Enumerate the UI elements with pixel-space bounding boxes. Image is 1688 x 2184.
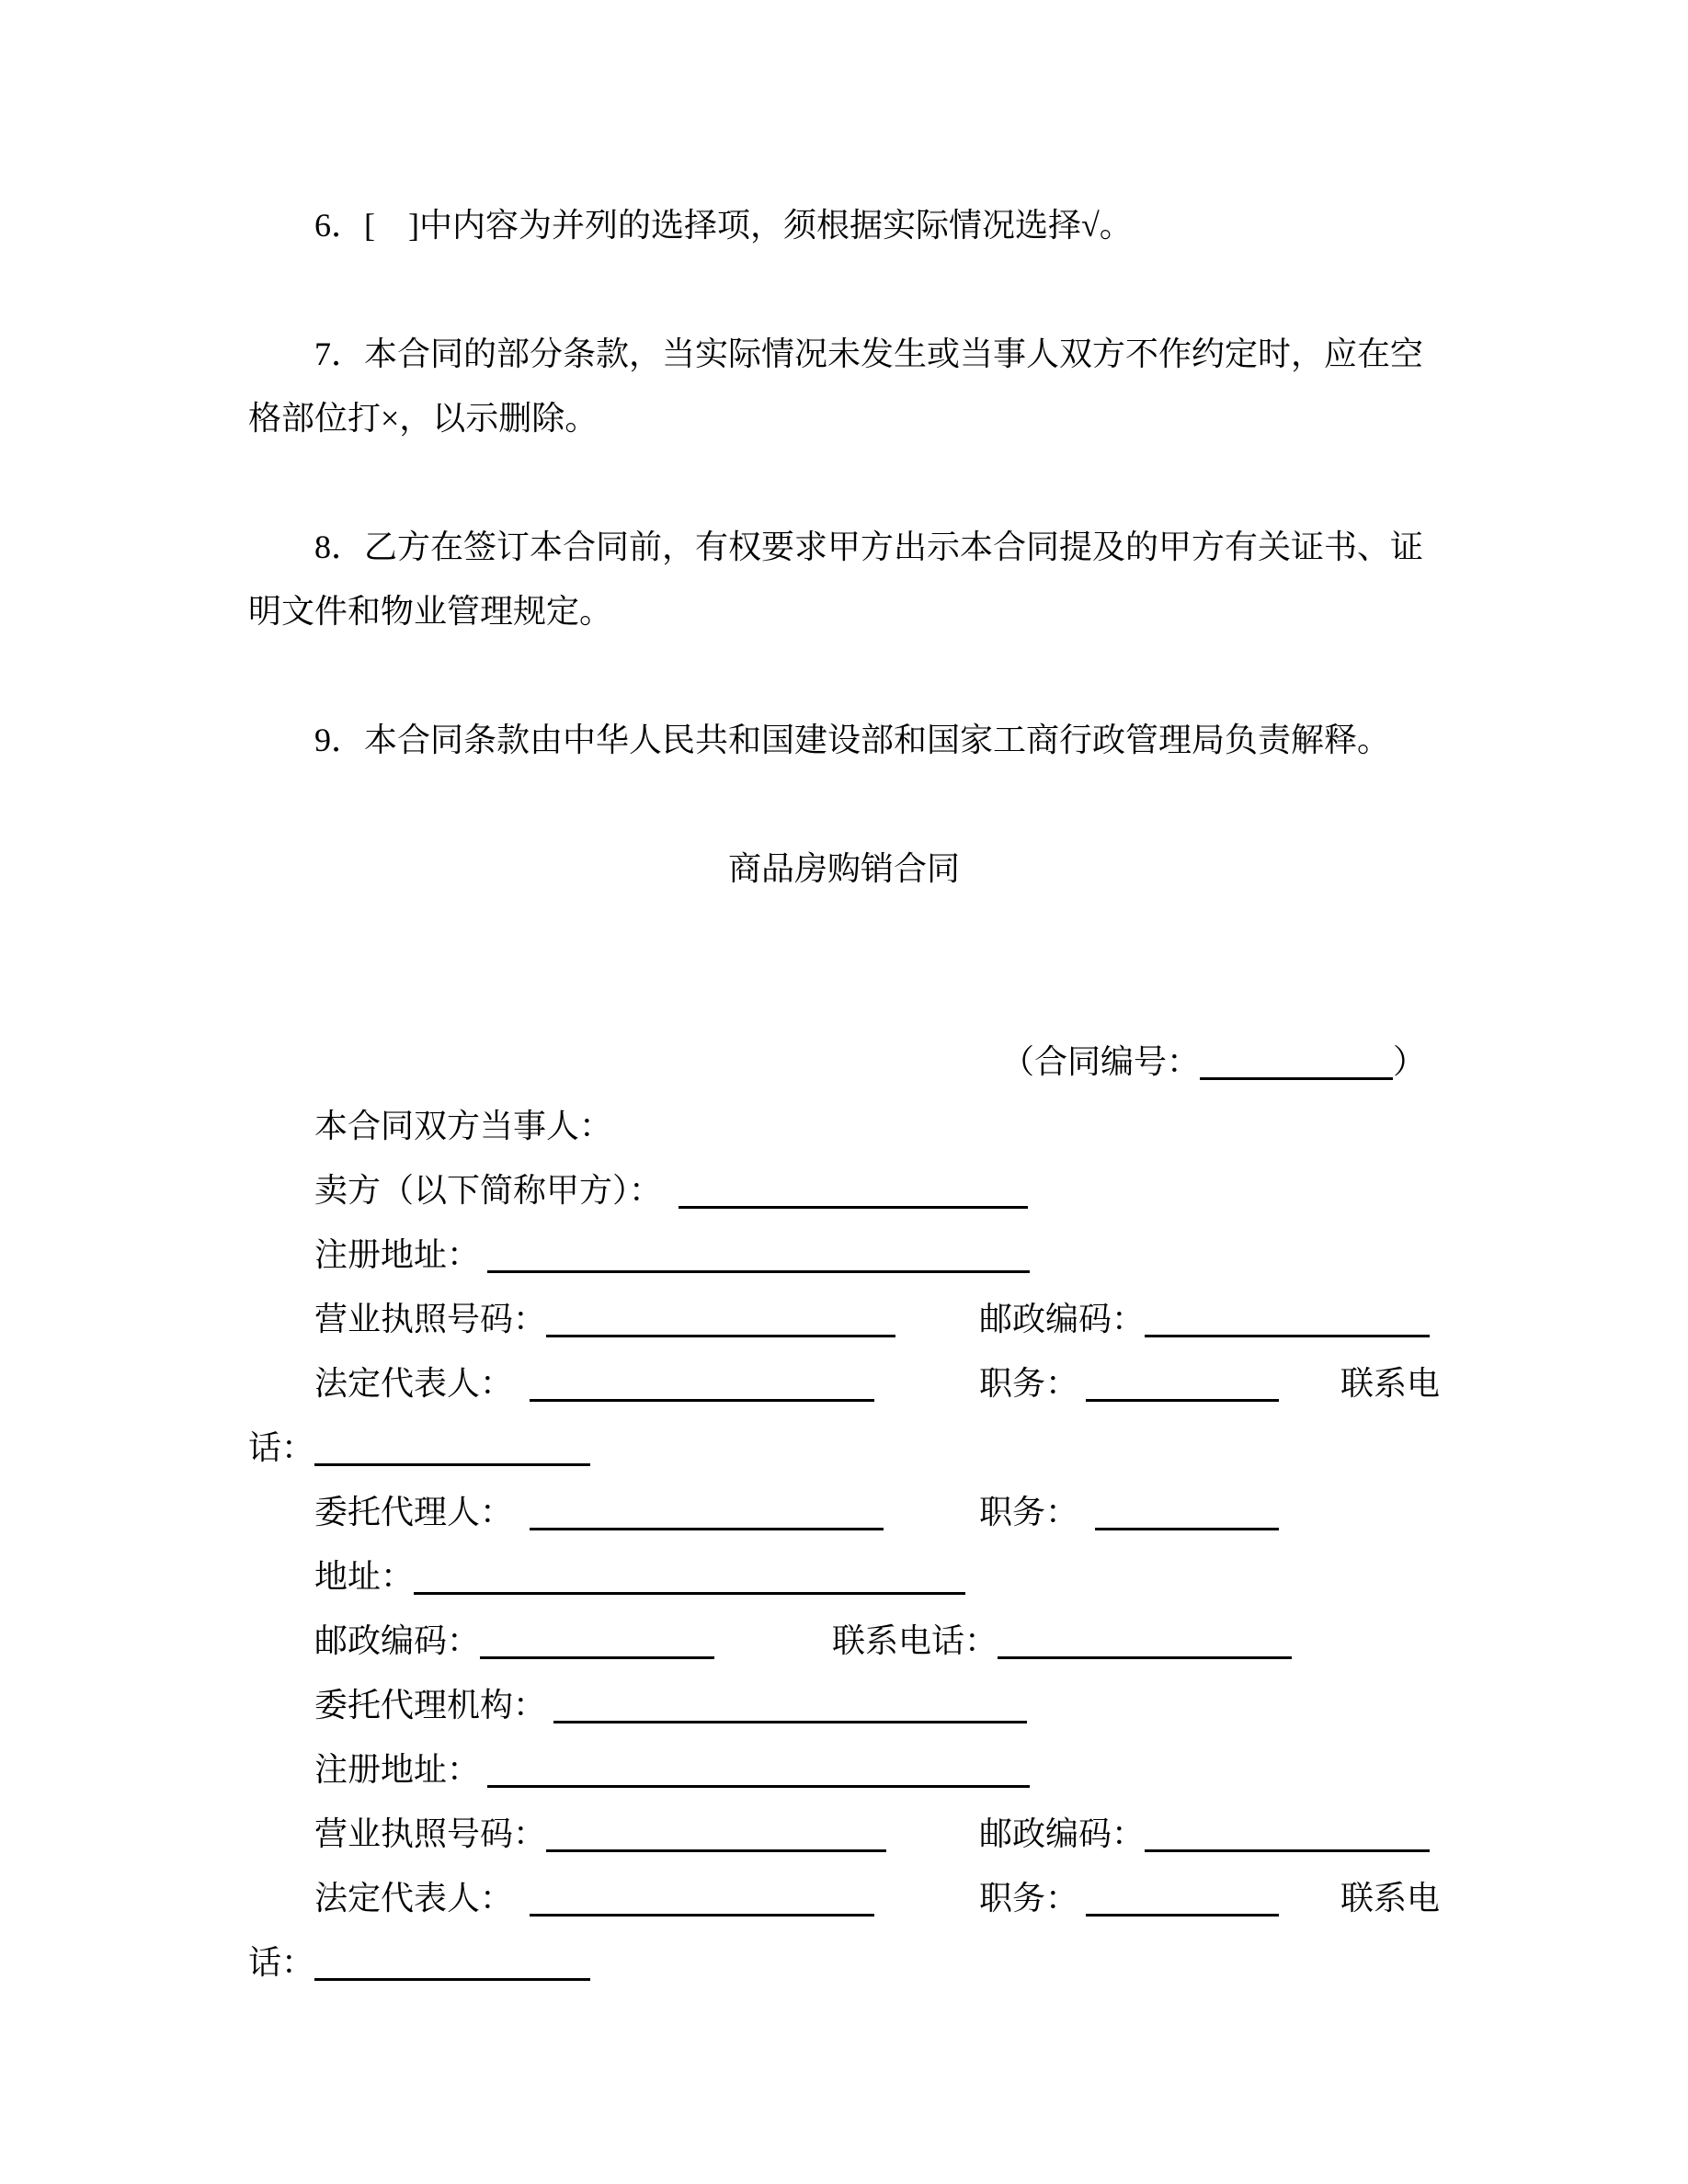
postal-code-label: 邮政编码： [314, 1622, 481, 1659]
seller-registered-address-field[interactable] [487, 1237, 1030, 1273]
contact-phone-label-part2: 话： [248, 1429, 315, 1466]
seller-legal-representative-field[interactable] [530, 1366, 874, 1402]
note-6-line-1: 6．[ ]中内容为并列的选择项，须根据实际情况选择√。 [314, 207, 1133, 244]
contract-number-row [248, 1029, 1440, 1094]
seller-postal-code-field[interactable] [1145, 1302, 1430, 1337]
seller-registered-address-row [248, 1223, 1440, 1287]
seller-position-group [979, 1351, 1279, 1416]
agency-license-number-field[interactable] [546, 1816, 886, 1852]
postal-code-label: 邮政编码： [979, 1815, 1146, 1852]
note-9-line-1: 9．本合同条款由中华人民共和国建设部和国家工商行政管理局负责解释。 [314, 722, 1391, 758]
position-label: 职务： [979, 1880, 1079, 1917]
position-label: 职务： [979, 1494, 1079, 1530]
seller-phone-field[interactable] [314, 1430, 590, 1466]
seller-label: 卖方（以下简称甲方）： [314, 1172, 663, 1209]
registered-address-label: 注册地址： [314, 1236, 481, 1273]
agency-legal-rep-row [248, 1866, 1440, 1930]
agent-address-row [248, 1544, 1440, 1609]
spacer [248, 643, 1440, 708]
contact-phone-label-part2: 话： [248, 1944, 315, 1981]
note-8-line-2: 明文件和物业管理规定。 [248, 593, 613, 630]
note-7-line-2: 格部位打×，以示删除。 [248, 400, 599, 437]
agent-position-field[interactable] [1095, 1495, 1279, 1530]
note-7-line-1: 7．本合同的部分条款，当实际情况未发生或当事人双方不作约定时，应在空 [314, 336, 1424, 372]
agent-row [248, 1480, 1440, 1544]
agency-registered-address-field[interactable] [487, 1752, 1030, 1788]
position-label: 职务： [979, 1365, 1079, 1402]
seller-row [248, 1158, 1440, 1223]
agency-postal-code-field[interactable] [1145, 1816, 1430, 1852]
spacer [248, 772, 1440, 836]
contact-phone-label-part1: 联系电 [1340, 1880, 1440, 1917]
contract-number-field[interactable] [1200, 1044, 1393, 1080]
contract-number-label: 合同编号： [1033, 1043, 1200, 1080]
agency-registered-address-row [248, 1737, 1440, 1802]
agency-position-field[interactable] [1086, 1881, 1279, 1917]
contract-number-open-paren: （ [1000, 1043, 1034, 1080]
agency-label: 委托代理机构： [314, 1687, 547, 1723]
contact-phone-label: 联系电话： [832, 1622, 998, 1659]
agency-position-group [979, 1866, 1279, 1930]
agent-phone-field[interactable] [998, 1623, 1292, 1659]
agency-license-row [248, 1802, 1440, 1866]
seller-license-row [248, 1287, 1440, 1351]
agency-phone-field[interactable] [314, 1945, 590, 1981]
document-content [248, 193, 1440, 1995]
license-number-label: 营业执照号码： [314, 1815, 547, 1852]
legal-representative-label: 法定代表人： [314, 1880, 514, 1917]
spacer [248, 450, 1440, 515]
contract-title: 商品房购销合同 [727, 850, 960, 887]
seller-postal-group [979, 1287, 1430, 1351]
agency-legal-representative-field[interactable] [530, 1881, 874, 1917]
spacer [248, 965, 1440, 1029]
seller-position-field[interactable] [1086, 1366, 1279, 1402]
agent-postal-phone-row [248, 1609, 1440, 1673]
agency-postal-group [979, 1802, 1430, 1866]
note-8-line-1: 8．乙方在签订本合同前，有权要求甲方出示本合同提及的甲方有关证书、证 [314, 529, 1424, 565]
registered-address-label: 注册地址： [314, 1751, 481, 1788]
seller-name-field[interactable] [679, 1173, 1028, 1209]
contact-phone-label-part1: 联系电 [1340, 1365, 1440, 1402]
spacer [248, 901, 1440, 965]
agent-postal-code-field[interactable] [480, 1623, 714, 1659]
parties-heading: 本合同双方当事人： [314, 1108, 613, 1144]
agent-position-group [979, 1480, 1279, 1544]
seller-phone-continuation-row [248, 1416, 1440, 1480]
address-label: 地址： [314, 1558, 415, 1595]
agency-name-field[interactable] [553, 1688, 1027, 1723]
agent-phone-group [832, 1609, 1292, 1673]
license-number-label: 营业执照号码： [314, 1301, 547, 1337]
spacer [248, 257, 1440, 322]
agency-row [248, 1673, 1440, 1737]
agency-phone-continuation-row [248, 1930, 1440, 1995]
seller-legal-rep-row [248, 1351, 1440, 1416]
agent-label: 委托代理人： [314, 1494, 514, 1530]
seller-license-number-field[interactable] [546, 1302, 895, 1337]
agent-name-field[interactable] [530, 1495, 884, 1530]
contract-number-close-paren: ） [1392, 1043, 1426, 1080]
legal-representative-label: 法定代表人： [314, 1365, 514, 1402]
agent-address-field[interactable] [414, 1559, 965, 1595]
postal-code-label: 邮政编码： [979, 1301, 1146, 1337]
